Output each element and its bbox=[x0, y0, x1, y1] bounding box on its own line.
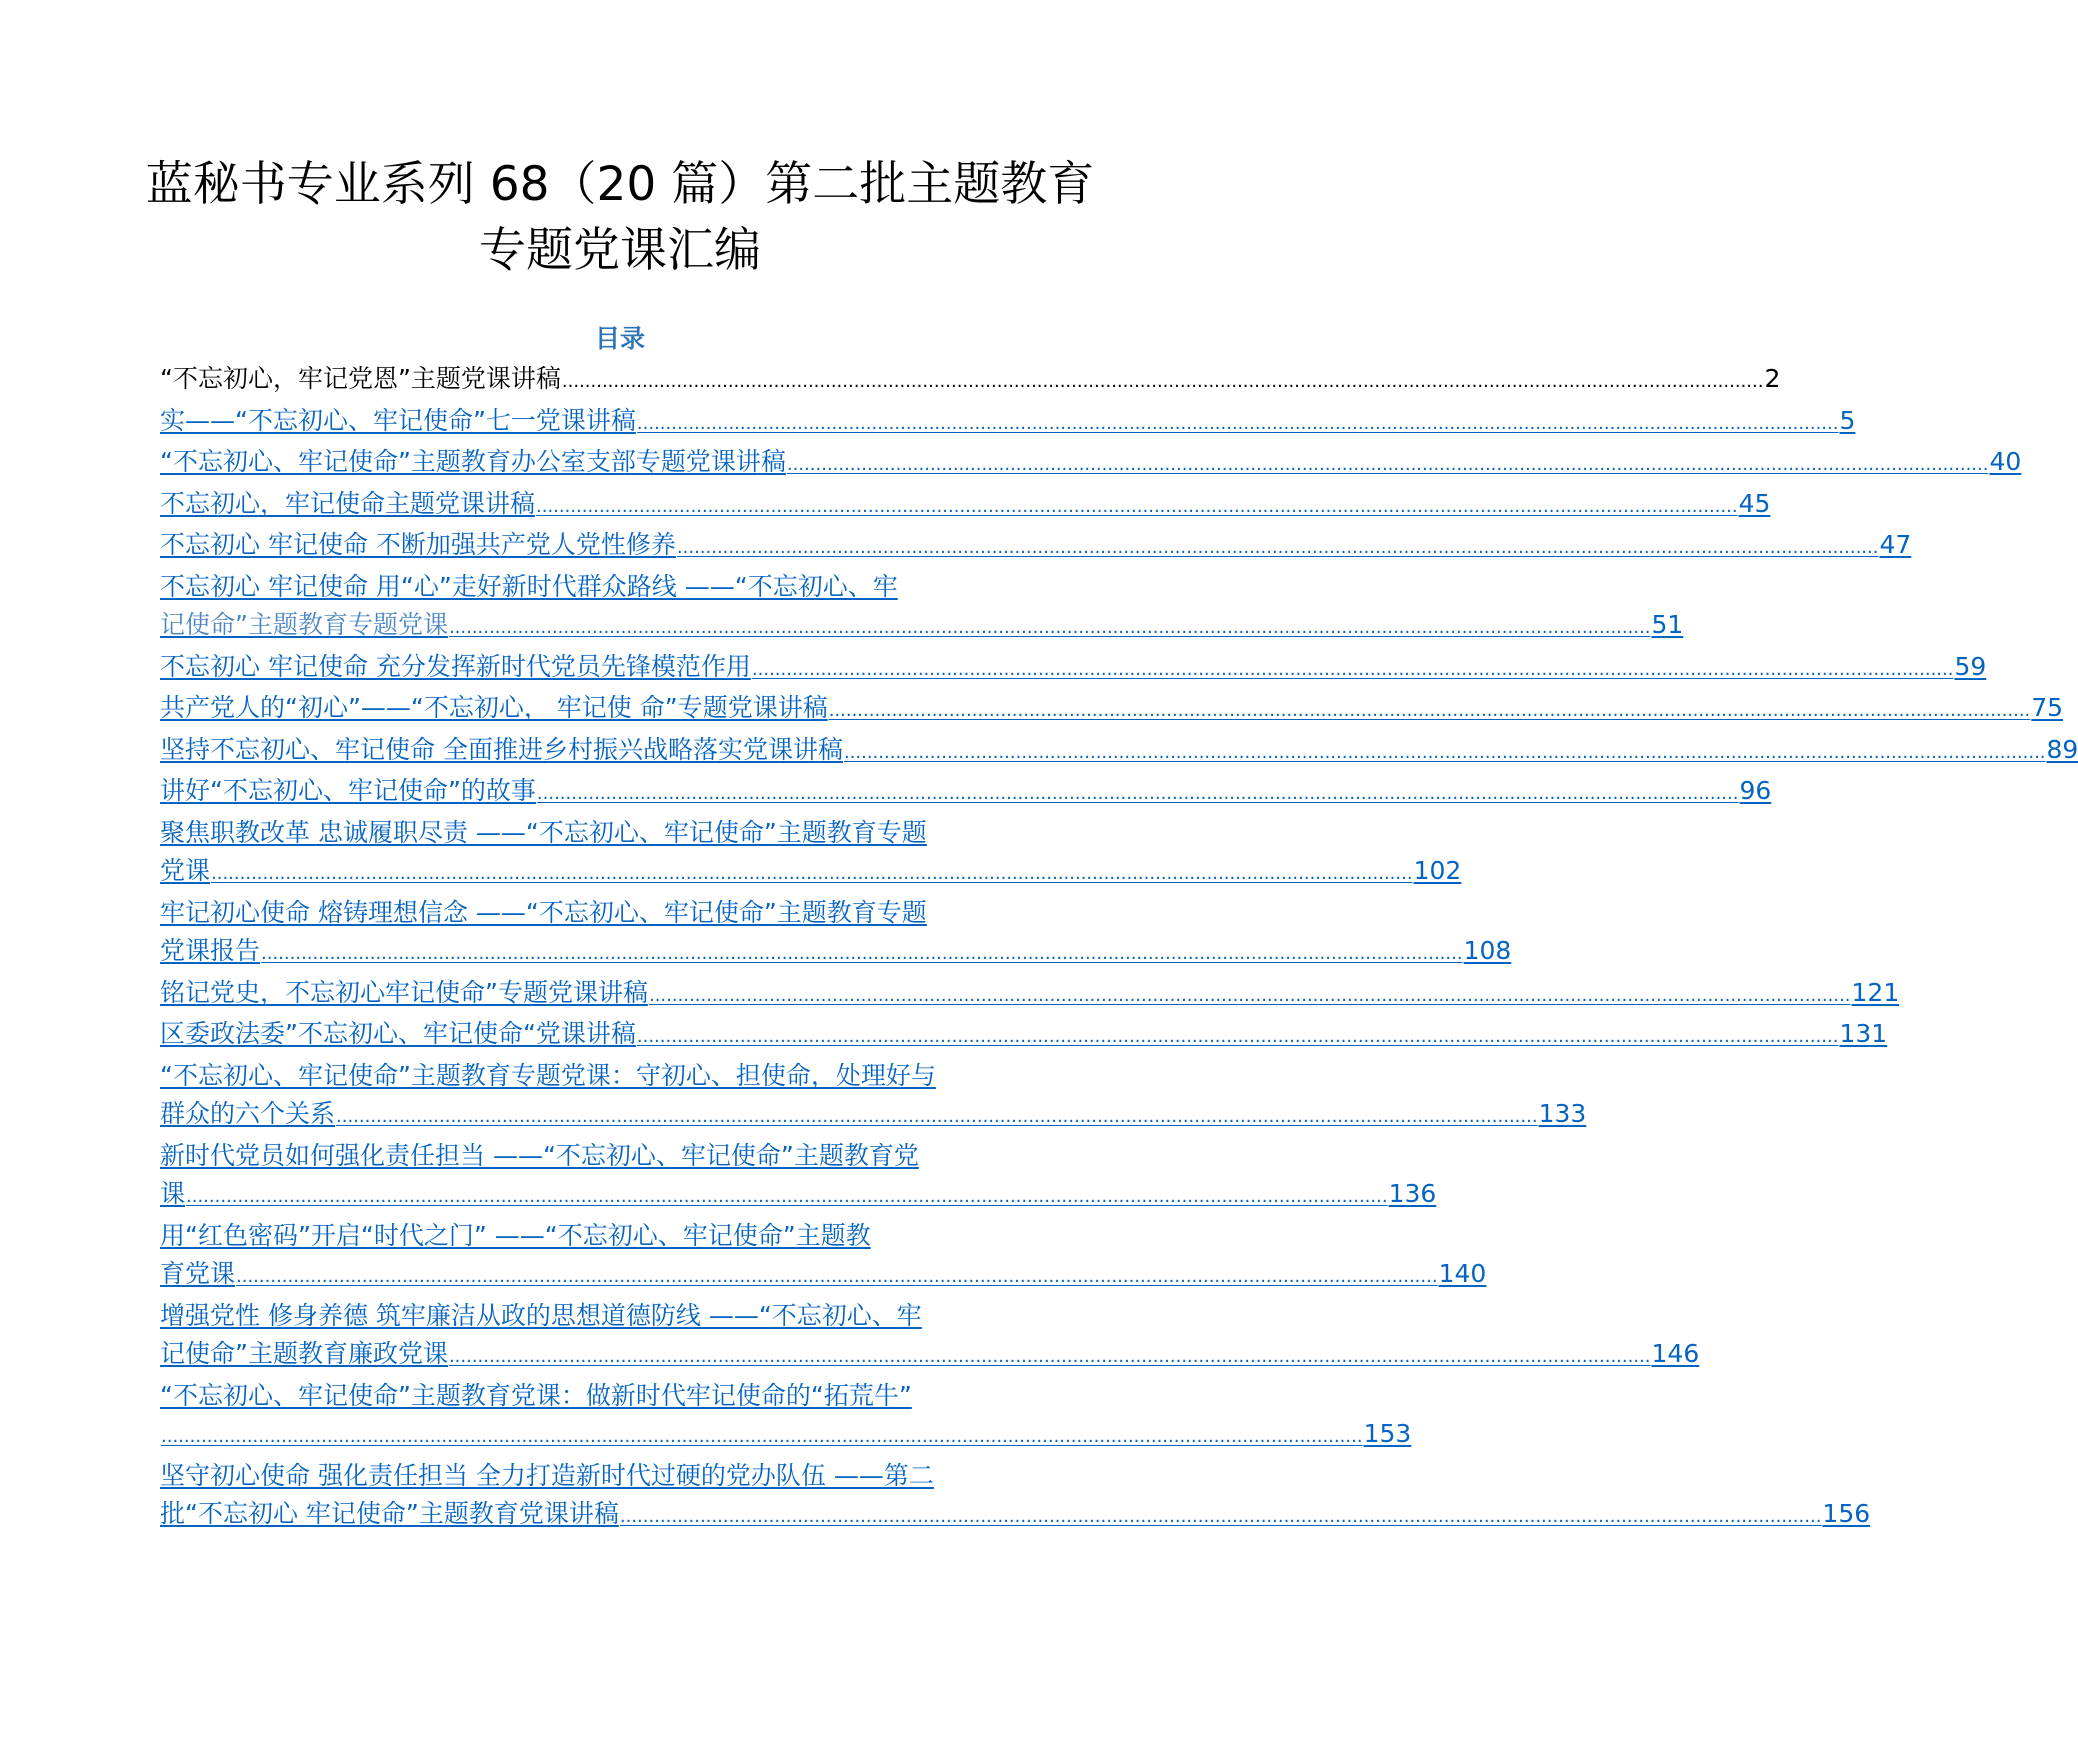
toc-entry-title-continued: 群众的六个关系 bbox=[160, 1099, 336, 1128]
toc-entry-title-continued: 批“不忘初心 牢记使命”主题教育党课讲稿 bbox=[160, 1499, 619, 1528]
toc-entry-16[interactable] bbox=[160, 1137, 1437, 1217]
toc-entry-title: 不忘初心 牢记使命 不断加强共产党人党性修养 bbox=[160, 530, 676, 559]
toc-page-number: 108 bbox=[1463, 936, 1512, 965]
toc-entry-title: 坚持不忘初心、牢记使命 全面推进乡村振兴战略落实党课讲稿 bbox=[160, 734, 843, 764]
toc-entry-12[interactable] bbox=[160, 894, 1512, 974]
toc-entry-18[interactable] bbox=[160, 1297, 1700, 1377]
toc-entry-title: 新时代党员如何强化责任担当 ——“不忘初心、牢记使命”主题教育党 bbox=[160, 1140, 919, 1170]
toc-entry-title: 讲好“不忘初心、牢记使命”的故事 bbox=[160, 776, 536, 805]
toc-entry-title-continued: 育党课 bbox=[160, 1259, 236, 1288]
dot-leader: .................................................................................................................................................................................................................. bbox=[211, 863, 1413, 884]
document-title-line-1: 蓝秘书专业系列 68（20 篇）第二批主题教育 bbox=[145, 157, 1095, 212]
toc-entry-13[interactable] bbox=[160, 974, 1900, 1016]
toc-entry-7[interactable] bbox=[160, 648, 1987, 690]
toc-page-number: 102 bbox=[1413, 856, 1462, 885]
toc-entry-title: 坚守初心使命 强化责任担当 全力打造新时代过硬的党办队伍 ——第二 bbox=[160, 1460, 934, 1490]
toc-entry-5[interactable] bbox=[160, 526, 1912, 568]
dot-leader: .................................................................................................................................................................................................................. bbox=[448, 1346, 1651, 1367]
dot-leader: .................................................................................................................................................................................................................. bbox=[636, 1026, 1839, 1047]
toc-entry-15[interactable] bbox=[160, 1057, 1587, 1137]
toc-page-number: 89 bbox=[2046, 734, 2078, 764]
toc-entry-title: 铭记党史，不忘初心牢记使命”专题党课讲稿 bbox=[160, 977, 648, 1007]
dot-leader: .................................................................................................................................................................................................................. bbox=[186, 1186, 1388, 1207]
toc-entry-3[interactable] bbox=[160, 443, 2022, 485]
toc-entry-title: 聚焦职教改革 忠诚履职尽责 ——“不忘初心、牢记使命”主题教育专题 bbox=[160, 817, 927, 847]
toc-entry-title: 不忘初心 牢记使命 用“心”走好新时代群众路线 ——“不忘初心、牢 bbox=[160, 571, 898, 601]
toc-entry-title: “不忘初心，牢记党恩”主题党课讲稿 bbox=[160, 364, 561, 393]
toc-page-number: 133 bbox=[1538, 1099, 1587, 1128]
toc-entry-title: “不忘初心、牢记使命”主题教育办公室支部专题党课讲稿 bbox=[160, 447, 786, 476]
toc-page-number: 146 bbox=[1651, 1339, 1700, 1368]
toc-page-number: 40 bbox=[1989, 447, 2022, 476]
toc-entry-title: 实——“不忘初心、牢记使命”七一党课讲稿 bbox=[160, 405, 636, 435]
toc-entry-title: “不忘初心、牢记使命”主题教育专题党课：守初心、担使命，处理好与 bbox=[160, 1060, 936, 1090]
toc-page-number: 51 bbox=[1651, 610, 1684, 639]
toc-entry-title: 用“红色密码”开启“时代之门” ——“不忘初心、牢记使命”主题教 bbox=[160, 1220, 871, 1250]
toc-entry-17[interactable] bbox=[160, 1217, 1487, 1297]
toc-entry-9[interactable] bbox=[160, 731, 2078, 773]
toc-entry-title-continued: 记使命”主题教育廉政党课 bbox=[160, 1339, 448, 1368]
toc-entry-8[interactable] bbox=[160, 689, 2064, 731]
toc-entry-title: “不忘初心、牢记使命”主题教育党课：做新时代牢记使命的“拓荒牛” bbox=[160, 1380, 912, 1410]
dot-leader: .................................................................................................................................................................................................................. bbox=[619, 1506, 1822, 1527]
dot-leader: .................................................................................................................................................................................................................. bbox=[648, 984, 1851, 1006]
toc-entry-title: 区委政法委”不忘初心、牢记使命“党课讲稿 bbox=[160, 1019, 636, 1048]
toc-page-number: 140 bbox=[1438, 1259, 1487, 1288]
dot-leader: .................................................................................................................................................................................................................. bbox=[536, 495, 1738, 517]
toc-entry-19[interactable] bbox=[160, 1377, 1412, 1457]
toc-page-number: 75 bbox=[2031, 693, 2064, 722]
toc-page-number: 5 bbox=[1839, 405, 1856, 435]
toc-entry-title-continued: 党课报告 bbox=[160, 936, 261, 965]
dot-leader: .................................................................................................................................................................................................................. bbox=[161, 1426, 1363, 1447]
toc-heading: 目录 bbox=[594, 324, 645, 353]
toc-page-number: 96 bbox=[1739, 776, 1772, 805]
dot-leader: .................................................................................................................................................................................................................. bbox=[561, 371, 1764, 392]
dot-leader: .................................................................................................................................................................................................................. bbox=[786, 454, 1989, 475]
dot-leader: .................................................................................................................................................................................................................. bbox=[336, 1106, 1538, 1127]
toc-entry-title-continued: 记使命”主题教育专题党课 bbox=[160, 610, 448, 639]
document-title bbox=[0, 152, 1240, 284]
table-of-contents bbox=[160, 360, 2078, 1537]
dot-leader: .................................................................................................................................................................................................................. bbox=[751, 658, 1954, 680]
toc-entry-20[interactable] bbox=[160, 1457, 1871, 1537]
toc-page-number: 47 bbox=[1879, 530, 1912, 559]
toc-page-number: 153 bbox=[1363, 1419, 1412, 1448]
toc-entry-2[interactable] bbox=[160, 402, 1856, 444]
dot-leader: .................................................................................................................................................................................................................. bbox=[843, 741, 2046, 763]
toc-page-number: 59 bbox=[1954, 651, 1987, 681]
toc-entry-10[interactable] bbox=[160, 772, 1772, 814]
dot-leader: .................................................................................................................................................................................................................. bbox=[676, 537, 1879, 558]
toc-page-number: 131 bbox=[1839, 1019, 1888, 1048]
toc-entry-6[interactable] bbox=[160, 568, 1684, 648]
toc-page-number: 156 bbox=[1822, 1499, 1871, 1528]
toc-entry-1[interactable] bbox=[160, 360, 1781, 402]
toc-entry-4[interactable] bbox=[160, 485, 1771, 527]
toc-entry-11[interactable] bbox=[160, 814, 1462, 894]
toc-entry-title: 增强党性 修身养德 筑牢廉洁从政的思想道德防线 ——“不忘初心、牢 bbox=[160, 1300, 922, 1330]
toc-entry-title-continued: 课 bbox=[160, 1179, 186, 1208]
dot-leader: .................................................................................................................................................................................................................. bbox=[261, 943, 1463, 964]
dot-leader: .................................................................................................................................................................................................................. bbox=[448, 617, 1651, 638]
dot-leader: .................................................................................................................................................................................................................. bbox=[828, 700, 2031, 721]
dot-leader: .................................................................................................................................................................................................................. bbox=[536, 783, 1739, 804]
toc-entry-title: 共产党人的“初心”——“不忘初心， 牢记使 命”专题党课讲稿 bbox=[160, 693, 828, 722]
toc-entry-title: 牢记初心使命 熔铸理想信念 ——“不忘初心、牢记使命”主题教育专题 bbox=[160, 897, 927, 927]
toc-entry-title-continued: 党课 bbox=[160, 856, 211, 885]
dot-leader: .................................................................................................................................................................................................................. bbox=[636, 412, 1839, 434]
toc-page-number: 136 bbox=[1388, 1179, 1437, 1208]
toc-entry-title: 不忘初心，牢记使命主题党课讲稿 bbox=[160, 488, 536, 518]
toc-entry-14[interactable] bbox=[160, 1015, 1888, 1057]
toc-page-number: 45 bbox=[1738, 488, 1771, 518]
document-title-line-2: 专题党课汇编 bbox=[479, 223, 761, 278]
toc-page-number: 121 bbox=[1851, 977, 1900, 1007]
toc-entry-title: 不忘初心 牢记使命 充分发挥新时代党员先锋模范作用 bbox=[160, 651, 751, 681]
dot-leader: .................................................................................................................................................................................................................. bbox=[236, 1266, 1438, 1287]
toc-page-number: 2 bbox=[1764, 364, 1781, 393]
